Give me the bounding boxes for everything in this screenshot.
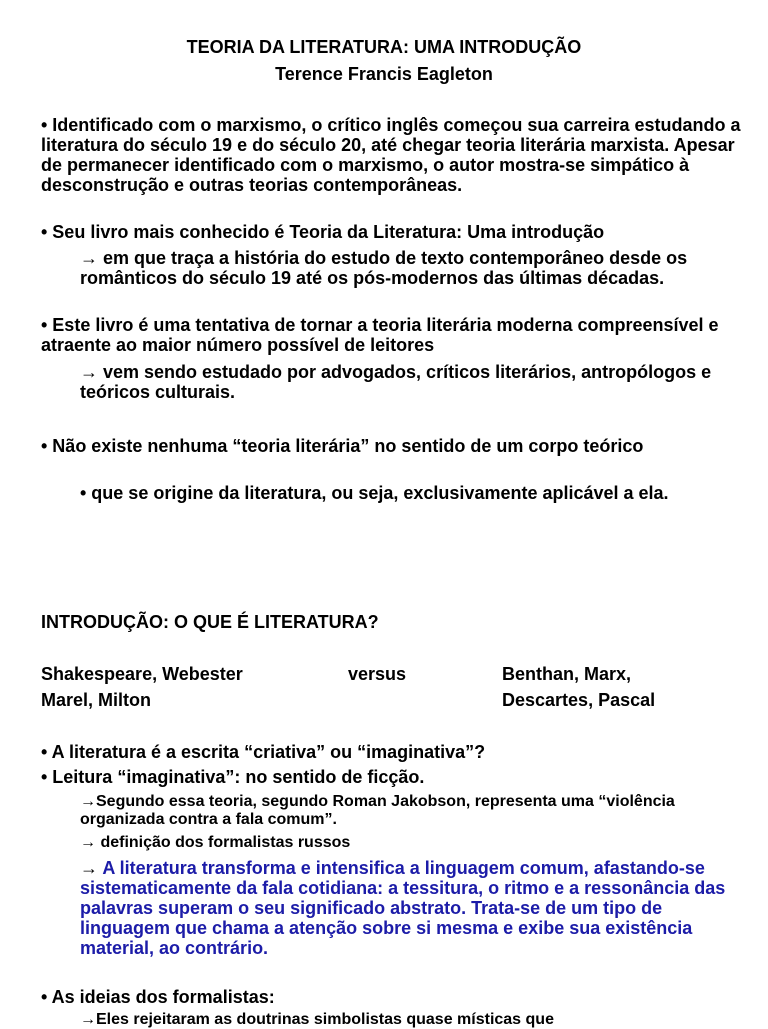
subitem-rejected-doctrines: →Eles rejeitaram as doutrinas simbolistas quase místicas que [80, 1011, 554, 1028]
arrow-icon: → [80, 858, 98, 878]
subitem-originates-literature: • que se origine da literatura, ou seja, exclusivamente aplicável a ela. [80, 483, 669, 503]
paragraph-imaginative-reading: • Leitura “imaginativa”: no sentido de ficção. [41, 767, 425, 787]
authors-left-row2: Marel, Milton [41, 690, 152, 710]
paragraph-book-attempt: • Este livro é uma tentativa de tornar a teoria literária moderna compreensível e atraente ao maior número possível de leitores [41, 315, 719, 355]
subitem-russian-formalists: → definição dos formalistas russos [80, 834, 351, 851]
subitem-jakobson: →Segundo essa teoria, segundo Roman Jakobson, representa uma “violência organizada contra a fala comum”. [80, 793, 675, 828]
paragraph-no-theory: • Não existe nenhuma “teoria literária” no sentido de um corpo teórico [41, 436, 644, 456]
document-author: Terence Francis Eagleton [275, 64, 493, 84]
subitem-studied-by: → vem sendo estudado por advogados, críticos literários, antropólogos e teóricos culturais. [80, 362, 712, 402]
subitem-literature-transforms [80, 858, 740, 958]
document-title: TEORIA DA LITERATURA: UMA INTRODUÇÃO [186, 37, 582, 57]
versus-label: versus [348, 664, 407, 684]
paragraph-best-known-book: • Seu livro mais conhecido é Teoria da Literatura: Uma introdução [41, 222, 605, 242]
paragraph-formalist-ideas: • As ideias dos formalistas: [41, 987, 275, 1007]
subitem-history-of-study: → em que traça a história do estudo de texto contemporâneo desde os românticos do século 19 até os pós-modernos das últimas décadas. [80, 248, 688, 288]
question-creative-writing: • A literatura é a escrita “criativa” ou “imaginativa”? [41, 742, 486, 762]
authors-right-row2: Descartes, Pascal [502, 690, 656, 710]
paragraph-marxism: • Identificado com o marxismo, o crítico inglês começou sua carreira estudando a literatura do século 19 e do século 20, até chegar teoria literária marxista. Apesar de permanecer identificado com o marxismo, o autor mostra-se simpático à desconstrução e outras teorias contemporâneas. [41, 115, 741, 195]
authors-right-row1: Benthan, Marx, [502, 664, 632, 684]
authors-left-row1: Shakespeare, Webester [41, 664, 243, 684]
highlighted-definition: A literatura transforma e intensifica a linguagem comum, afastando-se sistematicamente da fala cotidiana: a tessitura, o ritmo e a ressonância das palavras superam o seu significado abstrato. Trata-se de um tipo de linguagem que chama a atenção sobre si mesma e exibe sua existência material, ao contrário. [80, 858, 726, 958]
section-heading: INTRODUÇÃO: O QUE É LITERATURA? [41, 612, 379, 632]
